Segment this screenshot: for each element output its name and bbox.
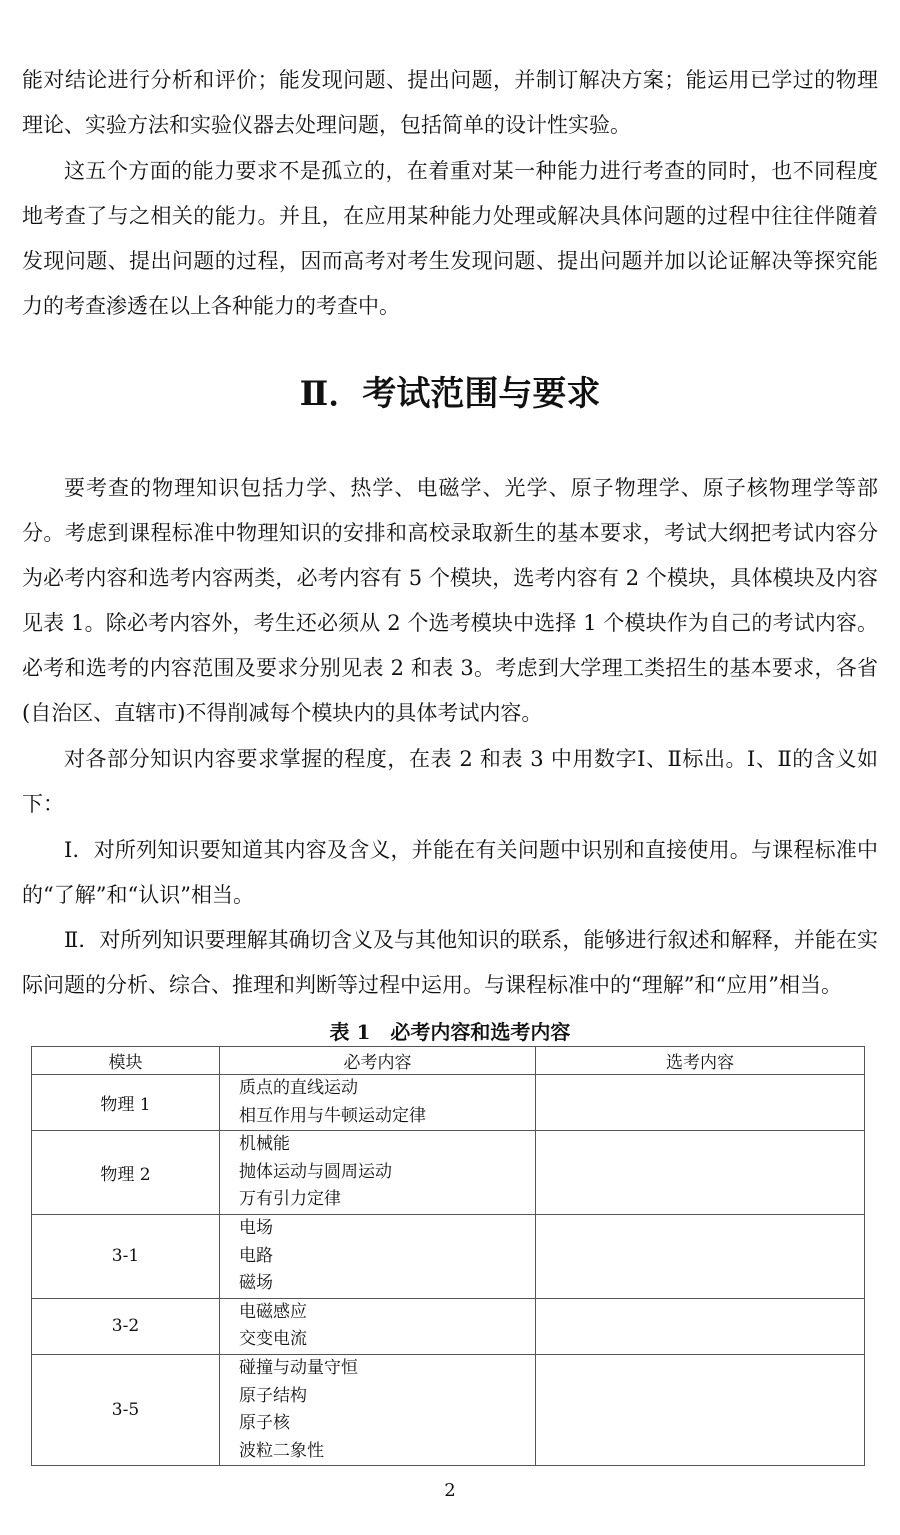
paragraph-level-intro: 对各部分知识内容要求掌握的程度，在表 2 和表 3 中用数字Ⅰ、Ⅱ标出。Ⅰ、Ⅱ的含义如下： xyxy=(22,747,878,816)
module-cell: 3-1 xyxy=(32,1214,220,1298)
required-item: 机械能 xyxy=(239,1134,290,1155)
paragraph-level-two: Ⅱ．对所列知识要理解其确切含义及与其他知识的联系，能够进行叙述和解释，并能在实际问题的分析、综合、推理和判断等过程中运用。与课程标准中的“理解”和“应用”相当。 xyxy=(22,928,878,997)
required-item: 磁场 xyxy=(239,1273,273,1294)
required-cell xyxy=(220,1298,536,1354)
required-item: 原子核 xyxy=(239,1413,290,1434)
table-row xyxy=(32,1354,865,1465)
table-caption: 表 1 必考内容和选考内容 xyxy=(329,1020,571,1044)
table-row xyxy=(32,1075,865,1131)
table-header-row xyxy=(32,1047,865,1075)
required-cell xyxy=(220,1354,536,1465)
required-item: 万有引力定律 xyxy=(239,1189,341,1210)
elective-cell xyxy=(536,1131,865,1215)
header-module: 模块 xyxy=(32,1047,220,1075)
required-cell xyxy=(220,1075,536,1131)
required-item: 交变电流 xyxy=(239,1329,307,1350)
elective-cell xyxy=(536,1214,865,1298)
paragraph-exam-content: 要考查的物理知识包括力学、热学、电磁学、光学、原子物理学、原子核物理学等部分。考虑到课程标准中物理知识的安排和高校录取新生的基本要求，考试大纲把考试内容分为必考内容和选考内容两类，必考内容有 5 个模块，选考内容有 2 个模块，具体模块及内容见表 1。除必考内容外，考生还必须从 2 个选考模块中选择 1 个模块作为自己的考试内容。必考和选考的内容范围及要求分别见表 2 和表 3。考虑到大学理工类招生的基本要求，各省(自治区、直辖市)不得削减每个模块内的具体考试内容。 xyxy=(22,476,878,725)
elective-cell xyxy=(536,1075,865,1131)
module-cell: 物理 2 xyxy=(32,1131,220,1215)
elective-cell xyxy=(536,1354,865,1465)
required-item: 质点的直线运动 xyxy=(239,1078,358,1098)
required-item: 电路 xyxy=(239,1245,273,1266)
required-item: 相互作用与牛顿运动定律 xyxy=(239,1105,426,1126)
required-item: 碰撞与动量守恒 xyxy=(239,1357,358,1378)
paragraph-ability-relations: 这五个方面的能力要求不是孤立的，在着重对某一种能力进行考查的同时，也不同程度地考查了与之相关的能力。并且，在应用某种能力处理或解决具体问题的过程中往往伴随着发现问题、提出问题的过程，因而高考对考生发现问题、提出问题并加以论证解决等探究能力的考查渗透在以上各种能力的考查中。 xyxy=(22,159,878,318)
header-elective: 选考内容 xyxy=(536,1047,865,1075)
elective-cell xyxy=(536,1298,865,1354)
module-cell: 3-5 xyxy=(32,1354,220,1465)
paragraph-continuation: 能对结论进行分析和评价；能发现问题、提出问题，并制订解决方案；能运用已学过的物理理论、实验方法和实验仪器去处理问题，包括简单的设计性实验。 xyxy=(22,68,878,137)
table-row xyxy=(32,1131,865,1215)
required-item: 原子结构 xyxy=(239,1385,307,1406)
required-cell xyxy=(220,1131,536,1215)
required-cell xyxy=(220,1214,536,1298)
required-item: 波粒二象性 xyxy=(239,1440,324,1461)
module-cell: 物理 1 xyxy=(32,1075,220,1131)
header-required: 必考内容 xyxy=(220,1047,536,1075)
section-title: Ⅱ．考试范围与要求 xyxy=(299,374,601,414)
page-number: 2 xyxy=(444,1480,456,1501)
table-row xyxy=(32,1214,865,1298)
content-table xyxy=(31,1046,865,1466)
table-row xyxy=(32,1298,865,1354)
required-item: 抛体运动与圆周运动 xyxy=(239,1161,392,1182)
module-cell: 3-2 xyxy=(32,1298,220,1354)
required-item: 电场 xyxy=(239,1217,273,1238)
required-item: 电磁感应 xyxy=(239,1301,307,1322)
paragraph-level-one: Ⅰ．对所列知识要知道其内容及含义，并能在有关问题中识别和直接使用。与课程标准中的“了解”和“认识”相当。 xyxy=(22,838,878,907)
